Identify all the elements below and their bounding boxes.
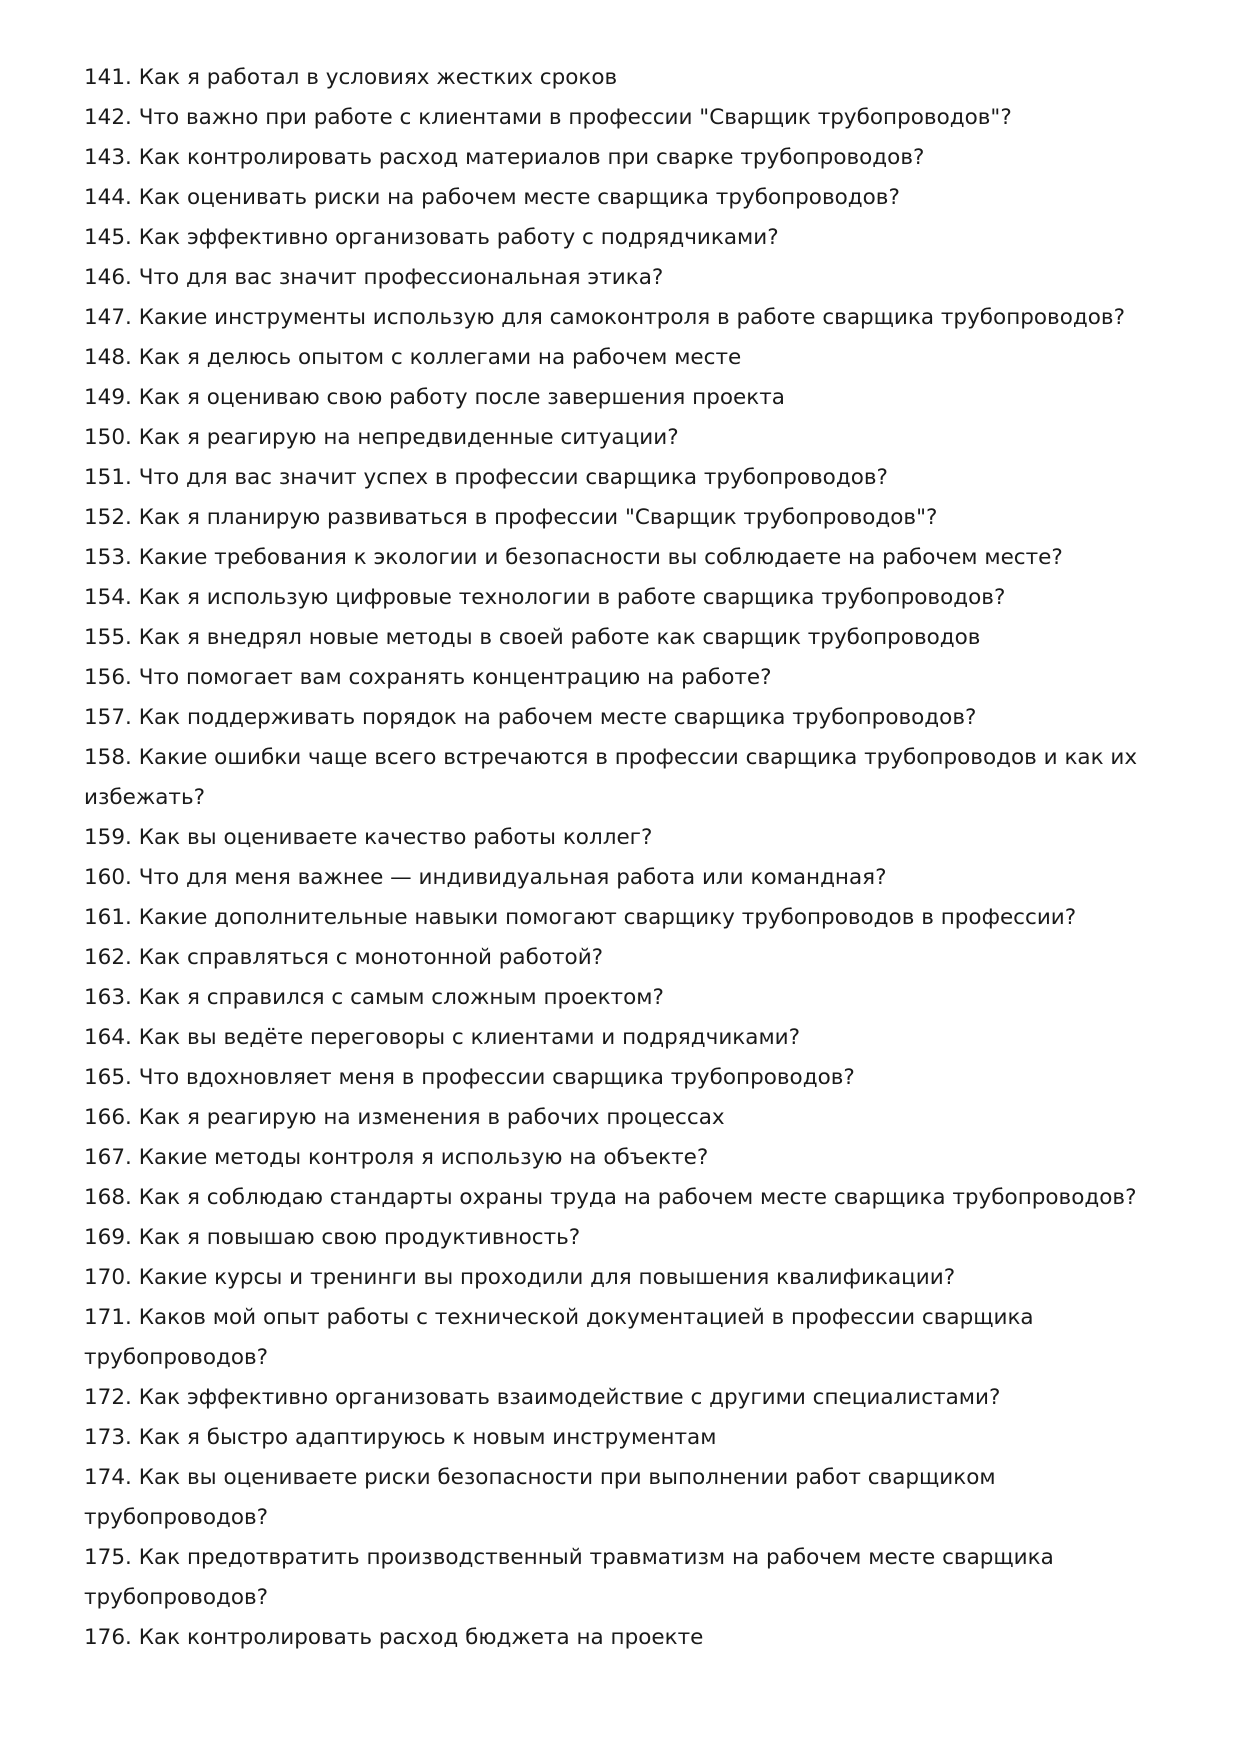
list-item: 144. Как оценивать риски на рабочем месте сварщика трубопроводов?: [84, 185, 900, 210]
list-item: 162. Как справляться с монотонной работой?: [84, 945, 604, 970]
list-item: 152. Как я планирую развиваться в профессии "Сварщик трубопроводов"?: [84, 505, 938, 530]
list-item: 150. Как я реагирую на непредвиденные ситуации?: [84, 425, 679, 450]
list-item: 154. Как я использую цифровые технологии в работе сварщика трубопроводов?: [84, 585, 1006, 610]
list-item: 160. Что для меня важнее — индивидуальная работа или командная?: [84, 865, 887, 890]
list-item: 167. Какие методы контроля я использую на объекте?: [84, 1145, 709, 1170]
list-item: 163. Как я справился с самым сложным проектом?: [84, 985, 664, 1010]
list-item: 169. Как я повышаю свою продуктивность?: [84, 1225, 581, 1250]
list-item: 147. Какие инструменты использую для самоконтроля в работе сварщика трубопроводов?: [84, 305, 1125, 330]
list-item: 168. Как я соблюдаю стандарты охраны труда на рабочем месте сварщика трубопроводов?: [84, 1185, 1137, 1210]
list-item: 164. Как вы ведёте переговоры с клиентами и подрядчиками?: [84, 1025, 801, 1050]
list-item: 148. Как я делюсь опытом с коллегами на рабочем месте: [84, 345, 742, 370]
list-item: 176. Как контролировать расход бюджета на проекте: [84, 1625, 704, 1650]
list-item: 158. Какие ошибки чаще всего встречаются в профессии сварщика трубопроводов и как их избежать?: [84, 745, 1138, 810]
list-item: 149. Как я оцениваю свою работу после завершения проекта: [84, 385, 785, 410]
list-item: 153. Какие требования к экологии и безопасности вы соблюдаете на рабочем месте?: [84, 545, 1063, 570]
list-item: 173. Как я быстро адаптируюсь к новым инструментам: [84, 1425, 717, 1450]
list-item: 170. Какие курсы и тренинги вы проходили для повышения квалификации?: [84, 1265, 956, 1290]
list-item: 171. Каков мой опыт работы с технической документацией в профессии сварщика трубопроводов?: [84, 1305, 1034, 1370]
list-item: 174. Как вы оцениваете риски безопасности при выполнении работ сварщиком трубопроводов?: [84, 1465, 996, 1530]
document-page: [84, 58, 1164, 1658]
list-item: 157. Как поддерживать порядок на рабочем месте сварщика трубопроводов?: [84, 705, 977, 730]
list-item: 161. Какие дополнительные навыки помогают сварщику трубопроводов в профессии?: [84, 905, 1077, 930]
list-item: 166. Как я реагирую на изменения в рабочих процессах: [84, 1105, 725, 1130]
list-item: 145. Как эффективно организовать работу с подрядчиками?: [84, 225, 779, 250]
list-item: 175. Как предотвратить производственный травматизм на рабочем месте сварщика трубопроводов?: [84, 1545, 1054, 1610]
list-item: 146. Что для вас значит профессиональная этика?: [84, 265, 664, 290]
list-item: 159. Как вы оцениваете качество работы коллег?: [84, 825, 653, 850]
list-item: 143. Как контролировать расход материалов при сварке трубопроводов?: [84, 145, 925, 170]
list-item: 155. Как я внедрял новые методы в своей работе как сварщик трубопроводов: [84, 625, 981, 650]
list-item: 156. Что помогает вам сохранять концентрацию на работе?: [84, 665, 772, 690]
list-item: 151. Что для вас значит успех в профессии сварщика трубопроводов?: [84, 465, 888, 490]
list-item: 141. Как я работал в условиях жестких сроков: [84, 65, 618, 90]
list-item: 172. Как эффективно организовать взаимодействие с другими специалистами?: [84, 1385, 1001, 1410]
list-item: 165. Что вдохновляет меня в профессии сварщика трубопроводов?: [84, 1065, 855, 1090]
list-item: 142. Что важно при работе с клиентами в профессии "Сварщик трубопроводов"?: [84, 105, 1012, 130]
